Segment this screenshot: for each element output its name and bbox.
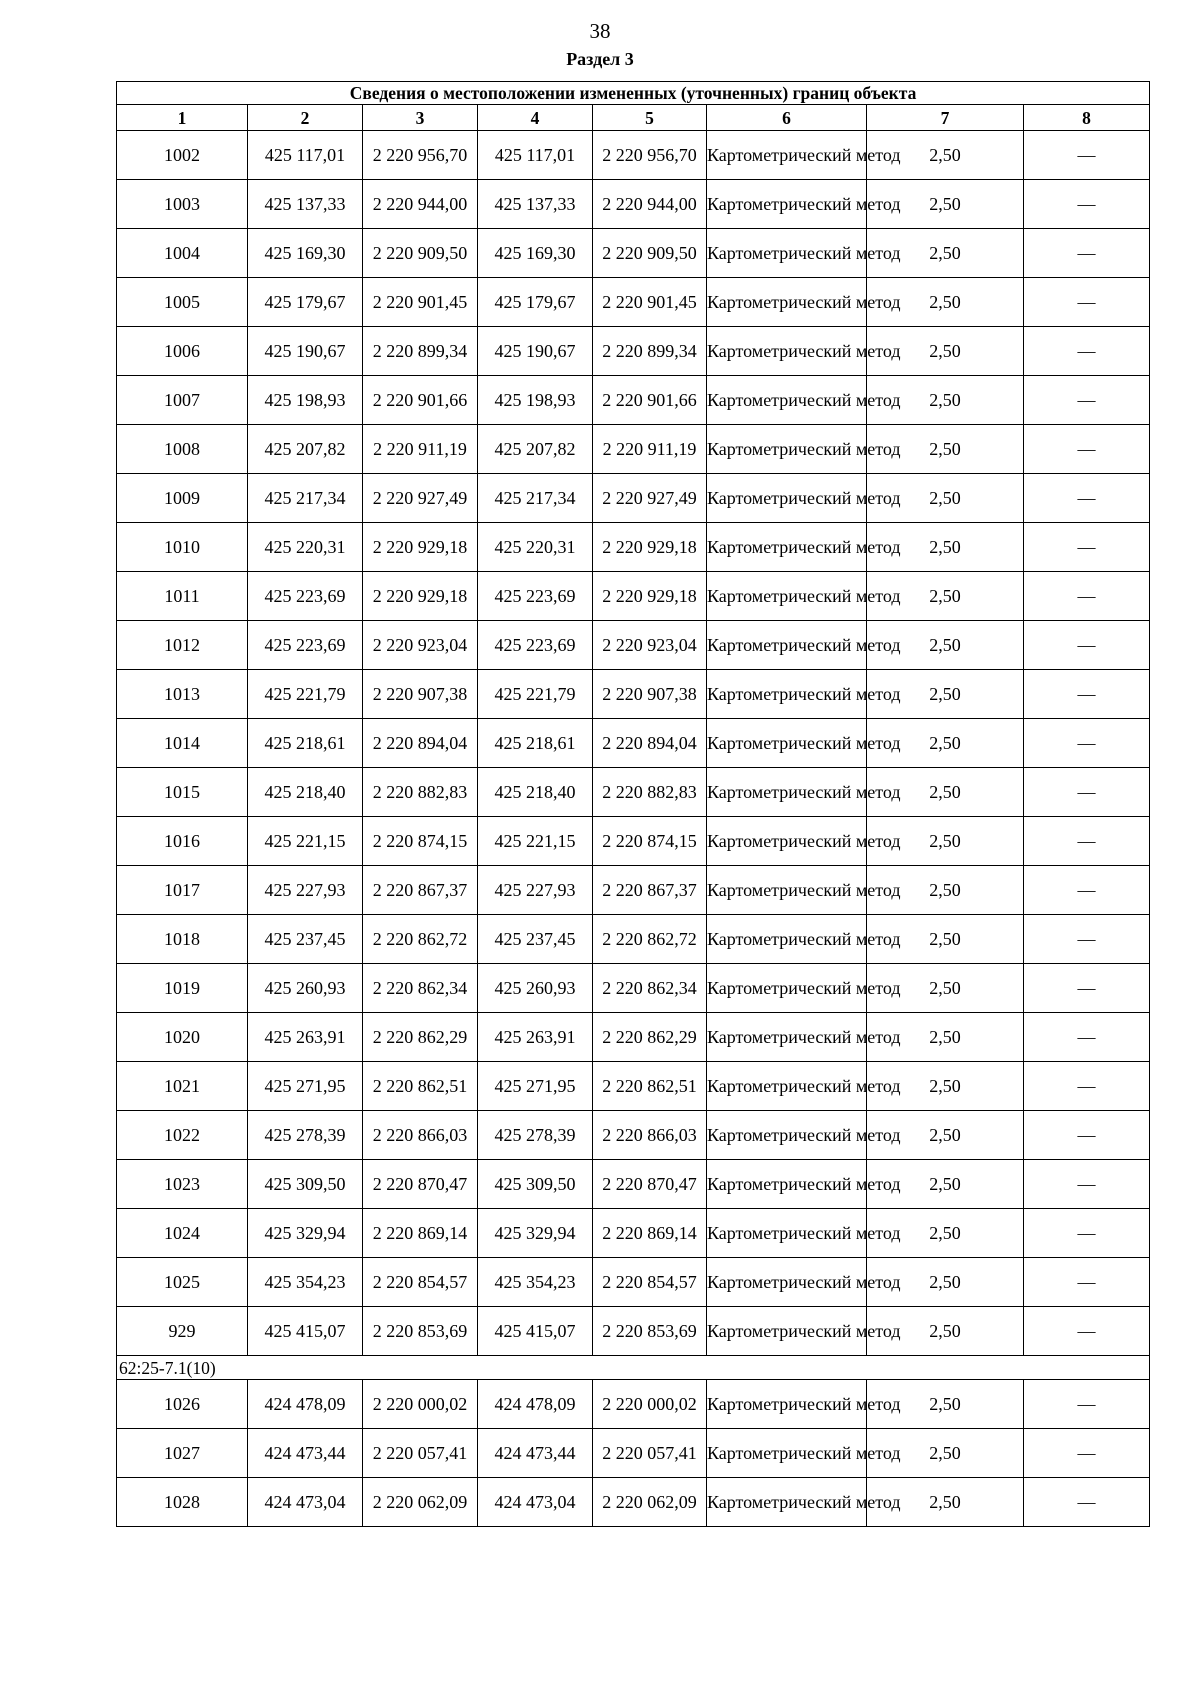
- point-number-cell: 1020: [117, 1013, 248, 1062]
- y-refined-cell: 2 220 870,47: [593, 1160, 707, 1209]
- x-refined-cell: 425 137,33: [478, 180, 593, 229]
- x-existing-cell: 425 354,23: [248, 1258, 363, 1307]
- column-number: 3: [363, 105, 478, 131]
- x-existing-cell: 425 309,50: [248, 1160, 363, 1209]
- x-refined-cell: 425 220,31: [478, 523, 593, 572]
- y-existing-cell: 2 220 882,83: [363, 768, 478, 817]
- note-cell: —: [1024, 131, 1150, 180]
- x-existing-cell: 425 190,67: [248, 327, 363, 376]
- accuracy-cell: 2,50: [867, 768, 1024, 817]
- y-refined-cell: 2 220 867,37: [593, 866, 707, 915]
- y-existing-cell: 2 220 870,47: [363, 1160, 478, 1209]
- point-number-cell: 1014: [117, 719, 248, 768]
- x-existing-cell: 425 207,82: [248, 425, 363, 474]
- point-number-cell: 1007: [117, 376, 248, 425]
- note-cell: —: [1024, 376, 1150, 425]
- table-row: [117, 180, 1150, 229]
- accuracy-cell: 2,50: [867, 327, 1024, 376]
- section-title: Раздел 3: [566, 49, 634, 69]
- accuracy-cell: 2,50: [867, 1258, 1024, 1307]
- column-number: 1: [117, 105, 248, 131]
- y-refined-cell: 2 220 956,70: [593, 131, 707, 180]
- table-row: [117, 1160, 1150, 1209]
- y-existing-cell: 2 220 862,51: [363, 1062, 478, 1111]
- method-cell: Картометрический метод: [707, 425, 867, 474]
- x-existing-cell: 425 221,79: [248, 670, 363, 719]
- x-existing-cell: 424 473,04: [248, 1478, 363, 1527]
- point-number-cell: 1019: [117, 964, 248, 1013]
- method-cell: Картометрический метод: [707, 621, 867, 670]
- x-existing-cell: 425 260,93: [248, 964, 363, 1013]
- note-cell: —: [1024, 719, 1150, 768]
- note-cell: —: [1024, 180, 1150, 229]
- y-existing-cell: 2 220 901,45: [363, 278, 478, 327]
- y-refined-cell: 2 220 866,03: [593, 1111, 707, 1160]
- method-cell: Картометрический метод: [707, 1429, 867, 1478]
- accuracy-cell: 2,50: [867, 915, 1024, 964]
- y-refined-cell: 2 220 901,66: [593, 376, 707, 425]
- method-cell: Картометрический метод: [707, 817, 867, 866]
- y-existing-cell: 2 220 866,03: [363, 1111, 478, 1160]
- method-cell: Картометрический метод: [707, 670, 867, 719]
- accuracy-cell: 2,50: [867, 1307, 1024, 1356]
- point-number-cell: 1022: [117, 1111, 248, 1160]
- y-existing-cell: 2 220 894,04: [363, 719, 478, 768]
- table-row: [117, 474, 1150, 523]
- method-cell: Картометрический метод: [707, 964, 867, 1013]
- y-refined-cell: 2 220 907,38: [593, 670, 707, 719]
- accuracy-cell: 2,50: [867, 523, 1024, 572]
- accuracy-cell: 2,50: [867, 1160, 1024, 1209]
- point-number-cell: 1010: [117, 523, 248, 572]
- y-existing-cell: 2 220 911,19: [363, 425, 478, 474]
- table-row: [117, 1429, 1150, 1478]
- accuracy-cell: 2,50: [867, 1209, 1024, 1258]
- x-existing-cell: 425 271,95: [248, 1062, 363, 1111]
- method-cell: Картометрический метод: [707, 915, 867, 964]
- x-refined-cell: 425 223,69: [478, 621, 593, 670]
- point-number-cell: 1002: [117, 131, 248, 180]
- accuracy-cell: 2,50: [867, 964, 1024, 1013]
- accuracy-cell: 2,50: [867, 278, 1024, 327]
- note-cell: —: [1024, 964, 1150, 1013]
- note-cell: —: [1024, 621, 1150, 670]
- x-existing-cell: 425 227,93: [248, 866, 363, 915]
- point-number-cell: 1017: [117, 866, 248, 915]
- x-existing-cell: 425 415,07: [248, 1307, 363, 1356]
- y-refined-cell: 2 220 927,49: [593, 474, 707, 523]
- x-refined-cell: 425 278,39: [478, 1111, 593, 1160]
- accuracy-cell: 2,50: [867, 229, 1024, 278]
- y-refined-cell: 2 220 862,72: [593, 915, 707, 964]
- x-refined-cell: 425 227,93: [478, 866, 593, 915]
- y-refined-cell: 2 220 853,69: [593, 1307, 707, 1356]
- x-refined-cell: 425 354,23: [478, 1258, 593, 1307]
- note-cell: —: [1024, 670, 1150, 719]
- x-existing-cell: 424 478,09: [248, 1380, 363, 1429]
- table-row: [117, 670, 1150, 719]
- method-cell: Картометрический метод: [707, 1307, 867, 1356]
- accuracy-cell: 2,50: [867, 1013, 1024, 1062]
- point-number-cell: 1006: [117, 327, 248, 376]
- point-number-cell: 1028: [117, 1478, 248, 1527]
- point-number-cell: 1013: [117, 670, 248, 719]
- method-cell: Картометрический метод: [707, 1258, 867, 1307]
- method-cell: Картометрический метод: [707, 180, 867, 229]
- accuracy-cell: 2,50: [867, 719, 1024, 768]
- x-refined-cell: 425 309,50: [478, 1160, 593, 1209]
- x-refined-cell: 425 190,67: [478, 327, 593, 376]
- y-existing-cell: 2 220 000,02: [363, 1380, 478, 1429]
- accuracy-cell: 2,50: [867, 180, 1024, 229]
- method-cell: Картометрический метод: [707, 1013, 867, 1062]
- y-existing-cell: 2 220 874,15: [363, 817, 478, 866]
- note-cell: —: [1024, 474, 1150, 523]
- note-cell: —: [1024, 572, 1150, 621]
- x-existing-cell: 425 218,40: [248, 768, 363, 817]
- table-row: [117, 376, 1150, 425]
- column-number: 5: [593, 105, 707, 131]
- point-number-cell: 1024: [117, 1209, 248, 1258]
- group-label: 62:25-7.1(10): [117, 1356, 1150, 1380]
- table-row: [117, 523, 1150, 572]
- point-number-cell: 1008: [117, 425, 248, 474]
- point-number-cell: 1025: [117, 1258, 248, 1307]
- y-existing-cell: 2 220 944,00: [363, 180, 478, 229]
- point-number-cell: 1004: [117, 229, 248, 278]
- x-refined-cell: 425 198,93: [478, 376, 593, 425]
- y-existing-cell: 2 220 929,18: [363, 523, 478, 572]
- y-existing-cell: 2 220 853,69: [363, 1307, 478, 1356]
- note-cell: —: [1024, 425, 1150, 474]
- x-refined-cell: 425 223,69: [478, 572, 593, 621]
- table-body: [117, 131, 1150, 1527]
- point-number-cell: 1023: [117, 1160, 248, 1209]
- x-refined-cell: 425 218,61: [478, 719, 593, 768]
- note-cell: —: [1024, 1478, 1150, 1527]
- method-cell: Картометрический метод: [707, 376, 867, 425]
- y-existing-cell: 2 220 862,34: [363, 964, 478, 1013]
- y-refined-cell: 2 220 874,15: [593, 817, 707, 866]
- column-number: 4: [478, 105, 593, 131]
- y-refined-cell: 2 220 899,34: [593, 327, 707, 376]
- y-refined-cell: 2 220 944,00: [593, 180, 707, 229]
- x-refined-cell: 425 218,40: [478, 768, 593, 817]
- point-number-cell: 1011: [117, 572, 248, 621]
- x-refined-cell: 425 179,67: [478, 278, 593, 327]
- accuracy-cell: 2,50: [867, 376, 1024, 425]
- x-existing-cell: 425 237,45: [248, 915, 363, 964]
- point-number-cell: 1021: [117, 1062, 248, 1111]
- x-refined-cell: 425 221,15: [478, 817, 593, 866]
- y-existing-cell: 2 220 057,41: [363, 1429, 478, 1478]
- x-existing-cell: 425 263,91: [248, 1013, 363, 1062]
- note-cell: —: [1024, 1209, 1150, 1258]
- point-number-cell: 1009: [117, 474, 248, 523]
- method-cell: Картометрический метод: [707, 1380, 867, 1429]
- x-existing-cell: 425 278,39: [248, 1111, 363, 1160]
- x-existing-cell: 424 473,44: [248, 1429, 363, 1478]
- x-refined-cell: 424 478,09: [478, 1380, 593, 1429]
- accuracy-cell: 2,50: [867, 425, 1024, 474]
- x-existing-cell: 425 218,61: [248, 719, 363, 768]
- x-refined-cell: 425 415,07: [478, 1307, 593, 1356]
- x-refined-cell: 425 117,01: [478, 131, 593, 180]
- note-cell: —: [1024, 1380, 1150, 1429]
- table-row: [117, 964, 1150, 1013]
- table-row: [117, 131, 1150, 180]
- y-existing-cell: 2 220 869,14: [363, 1209, 478, 1258]
- y-refined-cell: 2 220 862,34: [593, 964, 707, 1013]
- x-existing-cell: 425 329,94: [248, 1209, 363, 1258]
- y-refined-cell: 2 220 909,50: [593, 229, 707, 278]
- point-number-cell: 1012: [117, 621, 248, 670]
- table-row: [117, 817, 1150, 866]
- x-existing-cell: 425 223,69: [248, 621, 363, 670]
- x-refined-cell: 425 260,93: [478, 964, 593, 1013]
- y-refined-cell: 2 220 862,29: [593, 1013, 707, 1062]
- note-cell: —: [1024, 327, 1150, 376]
- method-cell: Картометрический метод: [707, 131, 867, 180]
- y-existing-cell: 2 220 901,66: [363, 376, 478, 425]
- method-cell: Картометрический метод: [707, 1062, 867, 1111]
- x-refined-cell: 425 271,95: [478, 1062, 593, 1111]
- x-existing-cell: 425 179,67: [248, 278, 363, 327]
- y-refined-cell: 2 220 911,19: [593, 425, 707, 474]
- x-refined-cell: 425 207,82: [478, 425, 593, 474]
- y-refined-cell: 2 220 929,18: [593, 523, 707, 572]
- x-existing-cell: 425 198,93: [248, 376, 363, 425]
- accuracy-cell: 2,50: [867, 621, 1024, 670]
- accuracy-cell: 2,50: [867, 1062, 1024, 1111]
- table-row: [117, 327, 1150, 376]
- y-refined-cell: 2 220 062,09: [593, 1478, 707, 1527]
- y-refined-cell: 2 220 923,04: [593, 621, 707, 670]
- note-cell: —: [1024, 523, 1150, 572]
- table-row: [117, 278, 1150, 327]
- method-cell: Картометрический метод: [707, 523, 867, 572]
- y-existing-cell: 2 220 956,70: [363, 131, 478, 180]
- group-label-row: [117, 1356, 1150, 1380]
- method-cell: Картометрический метод: [707, 719, 867, 768]
- note-cell: —: [1024, 1258, 1150, 1307]
- table-row: [117, 572, 1150, 621]
- note-cell: —: [1024, 1062, 1150, 1111]
- y-refined-cell: 2 220 901,45: [593, 278, 707, 327]
- note-cell: —: [1024, 915, 1150, 964]
- x-existing-cell: 425 223,69: [248, 572, 363, 621]
- note-cell: —: [1024, 817, 1150, 866]
- x-existing-cell: 425 220,31: [248, 523, 363, 572]
- table-row: [117, 1013, 1150, 1062]
- point-number-cell: 1016: [117, 817, 248, 866]
- page-number: 38: [589, 19, 611, 43]
- note-cell: —: [1024, 866, 1150, 915]
- accuracy-cell: 2,50: [867, 1380, 1024, 1429]
- y-refined-cell: 2 220 929,18: [593, 572, 707, 621]
- note-cell: —: [1024, 1013, 1150, 1062]
- method-cell: Картометрический метод: [707, 1209, 867, 1258]
- x-existing-cell: 425 221,15: [248, 817, 363, 866]
- x-refined-cell: 425 263,91: [478, 1013, 593, 1062]
- method-cell: Картометрический метод: [707, 1160, 867, 1209]
- accuracy-cell: 2,50: [867, 670, 1024, 719]
- method-cell: Картометрический метод: [707, 1478, 867, 1527]
- method-cell: Картометрический метод: [707, 327, 867, 376]
- table-row: [117, 866, 1150, 915]
- method-cell: Картометрический метод: [707, 278, 867, 327]
- table-row: [117, 1111, 1150, 1160]
- boundary-table: [116, 81, 1150, 1527]
- note-cell: —: [1024, 1111, 1150, 1160]
- table-title: Сведения о местоположении измененных (уточненных) границ объекта: [117, 82, 1150, 105]
- table-row: [117, 915, 1150, 964]
- method-cell: Картометрический метод: [707, 1111, 867, 1160]
- x-refined-cell: 425 329,94: [478, 1209, 593, 1258]
- accuracy-cell: 2,50: [867, 817, 1024, 866]
- y-existing-cell: 2 220 854,57: [363, 1258, 478, 1307]
- x-existing-cell: 425 137,33: [248, 180, 363, 229]
- note-cell: —: [1024, 278, 1150, 327]
- accuracy-cell: 2,50: [867, 1429, 1024, 1478]
- y-existing-cell: 2 220 927,49: [363, 474, 478, 523]
- note-cell: —: [1024, 1429, 1150, 1478]
- y-existing-cell: 2 220 062,09: [363, 1478, 478, 1527]
- table-row: [117, 621, 1150, 670]
- method-cell: Картометрический метод: [707, 229, 867, 278]
- y-existing-cell: 2 220 862,29: [363, 1013, 478, 1062]
- table-row: [117, 768, 1150, 817]
- accuracy-cell: 2,50: [867, 474, 1024, 523]
- y-existing-cell: 2 220 907,38: [363, 670, 478, 719]
- table-row: [117, 1062, 1150, 1111]
- accuracy-cell: 2,50: [867, 1111, 1024, 1160]
- table-row: [117, 1258, 1150, 1307]
- point-number-cell: 1005: [117, 278, 248, 327]
- column-number-row: [117, 105, 1150, 131]
- table-row: [117, 229, 1150, 278]
- x-existing-cell: 425 217,34: [248, 474, 363, 523]
- y-existing-cell: 2 220 923,04: [363, 621, 478, 670]
- table-row: [117, 719, 1150, 768]
- point-number-cell: 1003: [117, 180, 248, 229]
- point-number-cell: 1026: [117, 1380, 248, 1429]
- x-refined-cell: 425 221,79: [478, 670, 593, 719]
- note-cell: —: [1024, 229, 1150, 278]
- point-number-cell: 1027: [117, 1429, 248, 1478]
- y-refined-cell: 2 220 869,14: [593, 1209, 707, 1258]
- y-existing-cell: 2 220 862,72: [363, 915, 478, 964]
- x-refined-cell: 425 237,45: [478, 915, 593, 964]
- column-number: 8: [1024, 105, 1150, 131]
- column-number: 6: [707, 105, 867, 131]
- method-cell: Картометрический метод: [707, 768, 867, 817]
- accuracy-cell: 2,50: [867, 131, 1024, 180]
- point-number-cell: 1018: [117, 915, 248, 964]
- column-number: 7: [867, 105, 1024, 131]
- note-cell: —: [1024, 768, 1150, 817]
- note-cell: —: [1024, 1307, 1150, 1356]
- column-number: 2: [248, 105, 363, 131]
- x-refined-cell: 424 473,04: [478, 1478, 593, 1527]
- y-refined-cell: 2 220 882,83: [593, 768, 707, 817]
- point-number-cell: 929: [117, 1307, 248, 1356]
- table-row: [117, 1380, 1150, 1429]
- table-row: [117, 1478, 1150, 1527]
- x-existing-cell: 425 169,30: [248, 229, 363, 278]
- method-cell: Картометрический метод: [707, 474, 867, 523]
- table-row: [117, 1209, 1150, 1258]
- note-cell: —: [1024, 1160, 1150, 1209]
- y-existing-cell: 2 220 909,50: [363, 229, 478, 278]
- x-refined-cell: 424 473,44: [478, 1429, 593, 1478]
- accuracy-cell: 2,50: [867, 1478, 1024, 1527]
- y-refined-cell: 2 220 894,04: [593, 719, 707, 768]
- y-refined-cell: 2 220 862,51: [593, 1062, 707, 1111]
- method-cell: Картометрический метод: [707, 866, 867, 915]
- y-refined-cell: 2 220 000,02: [593, 1380, 707, 1429]
- x-existing-cell: 425 117,01: [248, 131, 363, 180]
- method-cell: Картометрический метод: [707, 572, 867, 621]
- accuracy-cell: 2,50: [867, 866, 1024, 915]
- accuracy-cell: 2,50: [867, 572, 1024, 621]
- x-refined-cell: 425 217,34: [478, 474, 593, 523]
- x-refined-cell: 425 169,30: [478, 229, 593, 278]
- y-existing-cell: 2 220 867,37: [363, 866, 478, 915]
- y-existing-cell: 2 220 899,34: [363, 327, 478, 376]
- table-row: [117, 1307, 1150, 1356]
- y-existing-cell: 2 220 929,18: [363, 572, 478, 621]
- y-refined-cell: 2 220 854,57: [593, 1258, 707, 1307]
- y-refined-cell: 2 220 057,41: [593, 1429, 707, 1478]
- table-row: [117, 425, 1150, 474]
- point-number-cell: 1015: [117, 768, 248, 817]
